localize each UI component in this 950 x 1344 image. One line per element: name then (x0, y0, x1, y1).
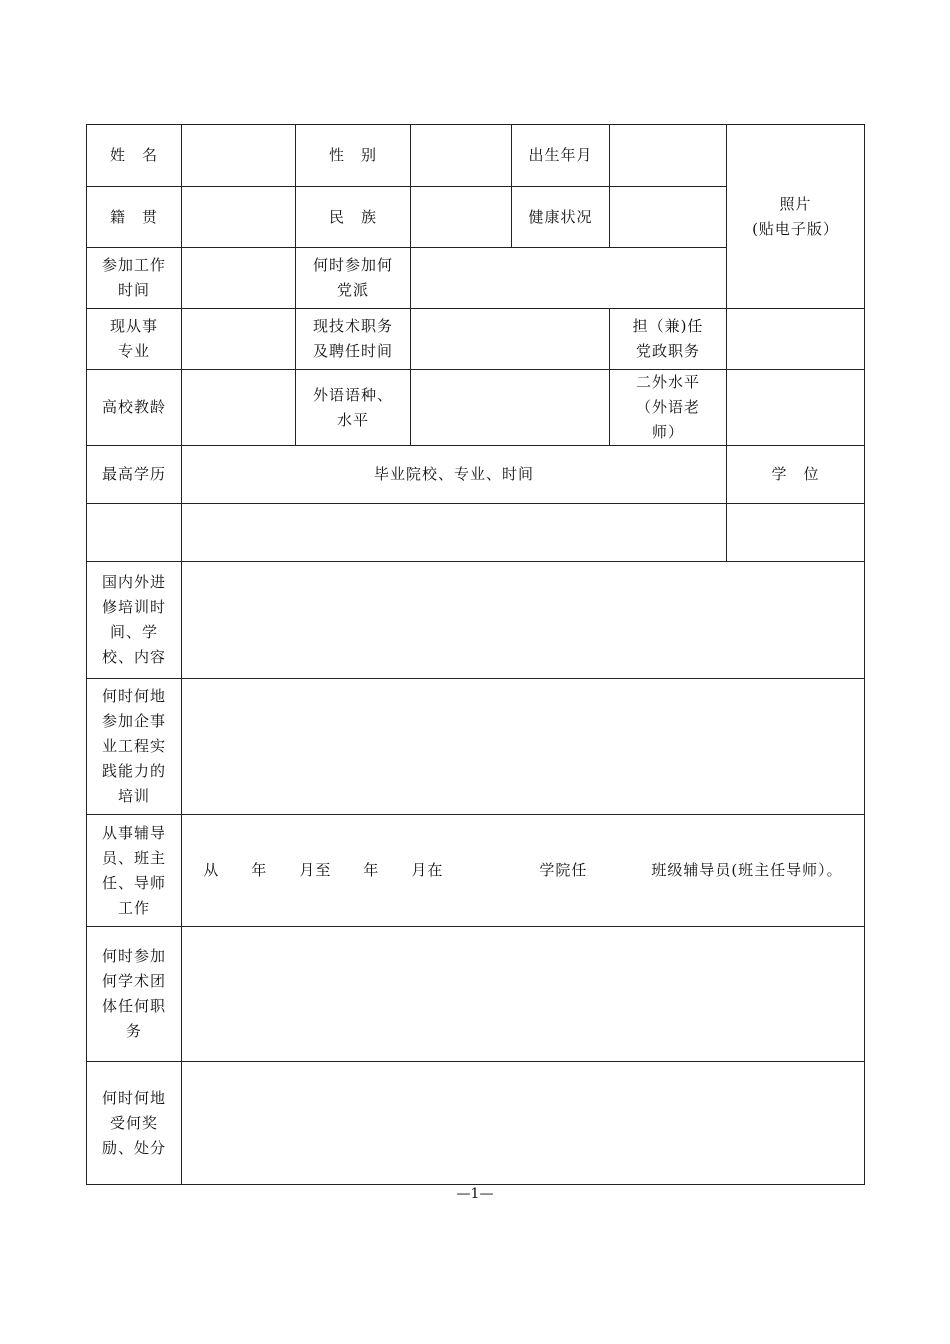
tech-title-field[interactable] (411, 309, 610, 370)
birth-label: 出生年月 (512, 125, 610, 187)
party-join-label: 何时参加何 党派 (296, 248, 411, 309)
ethnicity-label: 民 族 (296, 187, 411, 248)
native-place-field[interactable] (182, 187, 296, 248)
awards-field[interactable] (182, 1062, 865, 1185)
gender-label: 性 别 (296, 125, 411, 187)
school-major-time-field[interactable] (182, 504, 727, 562)
health-field[interactable] (610, 187, 727, 248)
native-place-label: 籍 贯 (87, 187, 182, 248)
academic-society-field[interactable] (182, 927, 865, 1062)
second-language-label: 二外水平 （外语老 师） (610, 370, 727, 446)
academic-society-label: 何时参加 何学术团 体任何职 务 (87, 927, 182, 1062)
party-post-field[interactable] (727, 309, 865, 370)
counselor-field[interactable]: 从 年 月至 年 月在 学院任 班级辅导员(班主任导师）。 (182, 815, 865, 927)
registration-form-table (86, 124, 865, 1185)
awards-label: 何时何地 受何奖 励、处分 (87, 1062, 182, 1185)
foreign-language-label: 外语语种、 水平 (296, 370, 411, 446)
page-number: —1— (456, 1186, 494, 1202)
tech-title-label: 现技术职务 及聘任时间 (296, 309, 411, 370)
ethnicity-field[interactable] (411, 187, 512, 248)
work-start-label: 参加工作 时间 (87, 248, 182, 309)
name-label: 姓 名 (87, 125, 182, 187)
training-field[interactable] (182, 562, 865, 679)
photo-cell[interactable]: 照片 (贴电子版） (727, 125, 865, 309)
work-start-field[interactable] (182, 248, 296, 309)
training-label: 国内外进 修培训时 间、学 校、内容 (87, 562, 182, 679)
foreign-language-field[interactable] (411, 370, 610, 446)
education-field[interactable] (87, 504, 182, 562)
practice-training-label: 何时何地 参加企事 业工程实 践能力的 培训 (87, 679, 182, 815)
party-join-field[interactable] (411, 248, 727, 309)
major-label: 现从事 专业 (87, 309, 182, 370)
teaching-age-field[interactable] (182, 370, 296, 446)
degree-field[interactable] (727, 504, 865, 562)
education-label: 最高学历 (87, 446, 182, 504)
counselor-label: 从事辅导 员、班主 任、导师 工作 (87, 815, 182, 927)
birth-field[interactable] (610, 125, 727, 187)
gender-field[interactable] (411, 125, 512, 187)
practice-training-field[interactable] (182, 679, 865, 815)
name-field[interactable] (182, 125, 296, 187)
major-field[interactable] (182, 309, 296, 370)
second-language-field[interactable] (727, 370, 865, 446)
degree-label: 学 位 (727, 446, 865, 504)
school-major-time-label: 毕业院校、专业、时间 (182, 446, 727, 504)
party-post-label: 担（兼)任 党政职务 (610, 309, 727, 370)
health-label: 健康状况 (512, 187, 610, 248)
teaching-age-label: 高校教龄 (87, 370, 182, 446)
